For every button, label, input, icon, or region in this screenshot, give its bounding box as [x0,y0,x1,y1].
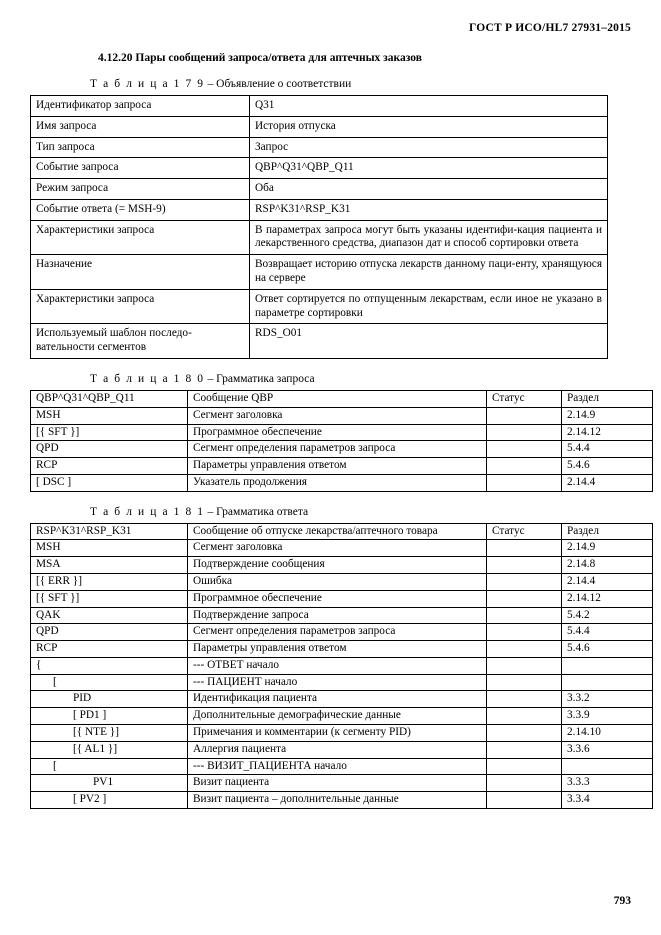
description-cell: Визит пациента [188,775,487,792]
column-header: Статус [487,523,562,540]
description-cell: Примечания и комментарии (к сегменту PID) [188,725,487,742]
segment-cell: MSH [31,540,188,557]
table-180-caption-dash: – [207,372,214,385]
status-cell [487,691,562,708]
status-cell [487,725,562,742]
segment-cell: PID [31,691,188,708]
status-cell [487,441,562,458]
table-180-caption-text: Грамматика запроса [216,372,315,385]
status-cell [487,708,562,725]
table-row [31,691,653,708]
segment-cell: [{ SFT }] [31,424,188,441]
table-179 [30,95,608,359]
status-cell [487,792,562,809]
column-header: QBP^Q31^QBP_Q11 [31,390,188,407]
table-cell-value: История отпуска [250,116,608,137]
description-cell: Сегмент заголовка [188,407,487,424]
table-row [31,741,653,758]
table-181-caption-prefix: Т а б л и ц а 1 8 1 [90,505,205,518]
table-row [31,624,653,641]
table-row [31,407,653,424]
table-cell-key: Режим запроса [31,179,250,200]
table-row [31,458,653,475]
table-row [31,179,608,200]
status-cell [487,624,562,641]
segment-cell: [ [31,674,188,691]
table-row [31,96,608,117]
description-cell: Параметры управления ответом [188,641,487,658]
table-179-caption-prefix: Т а б л и ц а 1 7 9 [90,78,205,90]
page-header: ГОСТ Р ИСО/HL7 27931–2015 [469,22,631,34]
column-header: Сообщение об отпуске лекарства/аптечного товара [188,523,487,540]
section-ref-cell: 3.3.6 [562,741,653,758]
column-header: Раздел [562,390,653,407]
column-header: Сообщение QBP [188,390,487,407]
section-ref-cell: 2.14.4 [562,474,653,491]
table-181-caption [90,506,633,518]
table-row [31,758,653,775]
status-cell [487,641,562,658]
table-cell-value: RSP^K31^RSP_K31 [250,199,608,220]
table-cell-value: В параметрах запроса могут быть указаны идентифи-кация пациента и лекарственного средства, диапазон дат и способ сортировки ответа [250,220,608,255]
table-179-caption [90,78,633,90]
section-ref-cell: 5.4.4 [562,441,653,458]
segment-cell: QAK [31,607,188,624]
description-cell: Ошибка [188,573,487,590]
table-181 [30,523,653,809]
table-row [31,775,653,792]
table-cell-value: Запрос [250,137,608,158]
segment-cell: [{ AL1 }] [31,741,188,758]
description-cell: Аллергия пациента [188,741,487,758]
section-ref-cell: 2.14.12 [562,424,653,441]
table-cell-key: Событие запроса [31,158,250,179]
status-cell [487,607,562,624]
segment-cell: RCP [31,458,188,475]
table-header-row [31,390,653,407]
description-cell: Подтверждение сообщения [188,557,487,574]
table-row [31,474,653,491]
description-cell: Дополнительные демографические данные [188,708,487,725]
segment-cell: [{ SFT }] [31,590,188,607]
description-cell: Подтверждение запроса [188,607,487,624]
section-ref-cell [562,758,653,775]
description-cell: --- ВИЗИТ_ПАЦИЕНТА начало [188,758,487,775]
section-ref-cell: 5.4.6 [562,641,653,658]
table-row [31,116,608,137]
segment-cell: [ [31,758,188,775]
segment-cell: { [31,657,188,674]
section-ref-cell: 2.14.12 [562,590,653,607]
section-ref-cell: 5.4.2 [562,607,653,624]
table-row [31,137,608,158]
table-row [31,158,608,179]
table-cell-key: Идентификатор запроса [31,96,250,117]
status-cell [487,557,562,574]
table-cell-key: Характеристики запроса [31,289,250,324]
section-ref-cell: 2.14.10 [562,725,653,742]
table-cell-value: Оба [250,179,608,200]
table-cell-key: Используемый шаблон последо-вательности сегментов [31,324,250,359]
column-header: Раздел [562,523,653,540]
section-heading [98,52,633,64]
table-cell-key: Тип запроса [31,137,250,158]
section-ref-cell: 3.3.3 [562,775,653,792]
table-row [31,792,653,809]
table-row [31,573,653,590]
status-cell [487,540,562,557]
segment-cell: QPD [31,441,188,458]
table-row [31,725,653,742]
segment-cell: [ DSC ] [31,474,188,491]
section-ref-cell: 3.3.9 [562,708,653,725]
table-181-caption-dash: – [207,505,214,518]
table-cell-key: Характеристики запроса [31,220,250,255]
segment-cell: [{ ERR }] [31,573,188,590]
description-cell: --- ПАЦИЕНТ начало [188,674,487,691]
table-row [31,220,608,255]
table-row [31,255,608,290]
table-180-caption [90,373,633,385]
table-cell-value: Ответ сортируется по отпущенным лекарствам, если иное не указано в параметре сортировки [250,289,608,324]
section-ref-cell: 3.3.2 [562,691,653,708]
section-ref-cell: 2.14.9 [562,407,653,424]
section-ref-cell: 2.14.4 [562,573,653,590]
section-ref-cell: 2.14.8 [562,557,653,574]
segment-cell: MSH [31,407,188,424]
table-row [31,199,608,220]
status-cell [487,775,562,792]
section-ref-cell: 3.3.4 [562,792,653,809]
status-cell [487,590,562,607]
segment-cell: QPD [31,624,188,641]
segment-cell: [ PV2 ] [31,792,188,809]
column-header: RSP^K31^RSP_K31 [31,523,188,540]
table-row [31,557,653,574]
table-row [31,607,653,624]
table-row [31,641,653,658]
table-180 [30,390,653,492]
status-cell [487,657,562,674]
status-cell [487,458,562,475]
table-cell-value: Q31 [250,96,608,117]
description-cell: Программное обеспечение [188,424,487,441]
table-cell-value: QBP^Q31^QBP_Q11 [250,158,608,179]
column-header: Статус [487,390,562,407]
status-cell [487,407,562,424]
table-180-caption-prefix: Т а б л и ц а 1 8 0 [90,372,205,385]
segment-cell: [ PD1 ] [31,708,188,725]
table-cell-value: Возвращает историю отпуска лекарств данному паци-енту, хранящуюся на сервере [250,255,608,290]
status-cell [487,758,562,775]
section-ref-cell: 5.4.4 [562,624,653,641]
table-row [31,289,608,324]
description-cell: --- ОТВЕТ начало [188,657,487,674]
segment-cell: [{ NTE }] [31,725,188,742]
table-179-caption-dash: – [207,78,214,90]
section-title-text: Пары сообщений запроса/ответа для аптечных заказов [135,52,422,64]
table-cell-value: RDS_O01 [250,324,608,359]
table-row [31,324,608,359]
status-cell [487,573,562,590]
table-row [31,540,653,557]
description-cell: Визит пациента – дополнительные данные [188,792,487,809]
segment-cell: MSA [31,557,188,574]
page-number: 793 [613,895,631,907]
status-cell [487,474,562,491]
table-row [31,708,653,725]
table-181-caption-text: Грамматика ответа [216,505,309,518]
description-cell: Сегмент определения параметров запроса [188,624,487,641]
section-ref-cell: 5.4.6 [562,458,653,475]
description-cell: Сегмент определения параметров запроса [188,441,487,458]
table-row [31,424,653,441]
table-cell-key: Имя запроса [31,116,250,137]
status-cell [487,741,562,758]
description-cell: Параметры управления ответом [188,458,487,475]
table-row [31,674,653,691]
section-ref-cell [562,657,653,674]
table-row [31,441,653,458]
status-cell [487,424,562,441]
description-cell: Программное обеспечение [188,590,487,607]
table-179-caption-text: Объявление о соответствии [216,78,352,90]
section-number: 4.12.20 [98,52,133,64]
section-ref-cell [562,674,653,691]
table-cell-key: Событие ответа (= MSH-9) [31,199,250,220]
description-cell: Сегмент заголовка [188,540,487,557]
table-row [31,590,653,607]
table-header-row [31,523,653,540]
description-cell: Указатель продолжения [188,474,487,491]
section-ref-cell: 2.14.9 [562,540,653,557]
segment-cell: PV1 [31,775,188,792]
status-cell [487,674,562,691]
segment-cell: RCP [31,641,188,658]
table-row [31,657,653,674]
description-cell: Идентификация пациента [188,691,487,708]
table-cell-key: Назначение [31,255,250,290]
